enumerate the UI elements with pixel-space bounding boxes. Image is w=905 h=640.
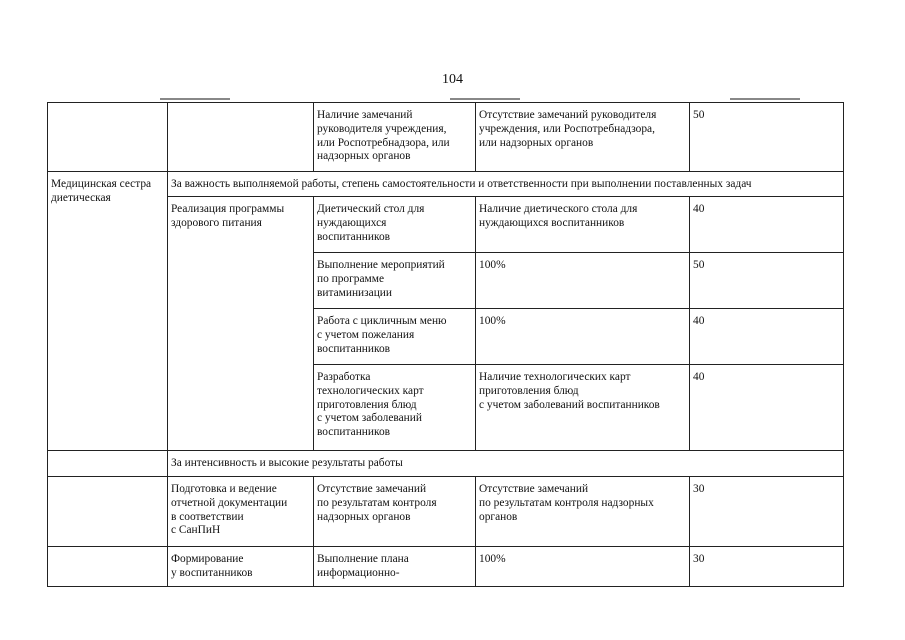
table-row — [48, 547, 844, 587]
criterion-cell: 100% — [476, 253, 690, 309]
criterion-cell: Отсутствие замечаний руководителя учреждения, или Роспотребнадзора, или надзорных органов — [476, 103, 690, 172]
table-row — [48, 451, 844, 477]
position-cell: Медицинская сестра диетическая — [48, 172, 168, 451]
group-cell: Реализация программы здорового питания — [168, 197, 314, 451]
table-cell — [48, 451, 168, 477]
indicator-cell: Работа с цикличным меню с учетом пожелания воспитанников — [314, 309, 476, 365]
table-row — [48, 103, 844, 172]
group-cell: Подготовка и ведение отчетной документации в соответствии с СанПиН — [168, 477, 314, 547]
points-cell: 30 — [690, 477, 844, 547]
indicator-cell: Наличие замечаний руководителя учреждения, или Роспотребнадзора, или надзорных органов — [314, 103, 476, 172]
points-cell: 50 — [690, 103, 844, 172]
table-cell — [48, 547, 168, 587]
table-row — [48, 477, 844, 547]
points-cell: 40 — [690, 309, 844, 365]
indicator-cell: Выполнение плана информационно- — [314, 547, 476, 587]
table-row — [48, 197, 844, 253]
indicator-cell: Диетический стол для нуждающихся воспитанников — [314, 197, 476, 253]
section-heading: За интенсивность и высокие результаты работы — [168, 451, 844, 477]
points-cell: 40 — [690, 365, 844, 451]
criterion-cell: Отсутствие замечаний по результатам контроля надзорных органов — [476, 477, 690, 547]
points-cell: 40 — [690, 197, 844, 253]
points-cell: 50 — [690, 253, 844, 309]
table-row — [48, 172, 844, 197]
criteria-table — [47, 102, 844, 587]
indicator-cell: Разработка технологических карт приготовления блюд с учетом заболеваний воспитанников — [314, 365, 476, 451]
points-cell: 30 — [690, 547, 844, 587]
indicator-cell: Отсутствие замечаний по результатам контроля надзорных органов — [314, 477, 476, 547]
scan-artifact — [730, 98, 800, 100]
table-cell — [48, 103, 168, 172]
group-cell: Формирование у воспитанников — [168, 547, 314, 587]
criterion-cell: Наличие диетического стола для нуждающихся воспитанников — [476, 197, 690, 253]
table-cell — [168, 103, 314, 172]
criterion-cell: Наличие технологических карт приготовления блюд с учетом заболеваний воспитанников — [476, 365, 690, 451]
scan-artifact — [160, 98, 230, 100]
scan-artifact — [450, 98, 520, 100]
criterion-cell: 100% — [476, 309, 690, 365]
criterion-cell: 100% — [476, 547, 690, 587]
page-number: 104 — [442, 72, 463, 87]
indicator-cell: Выполнение мероприятий по программе витаминизации — [314, 253, 476, 309]
section-heading: За важность выполняемой работы, степень самостоятельности и ответственности при выполнении поставленных задач — [168, 172, 844, 197]
table-cell — [48, 477, 168, 547]
